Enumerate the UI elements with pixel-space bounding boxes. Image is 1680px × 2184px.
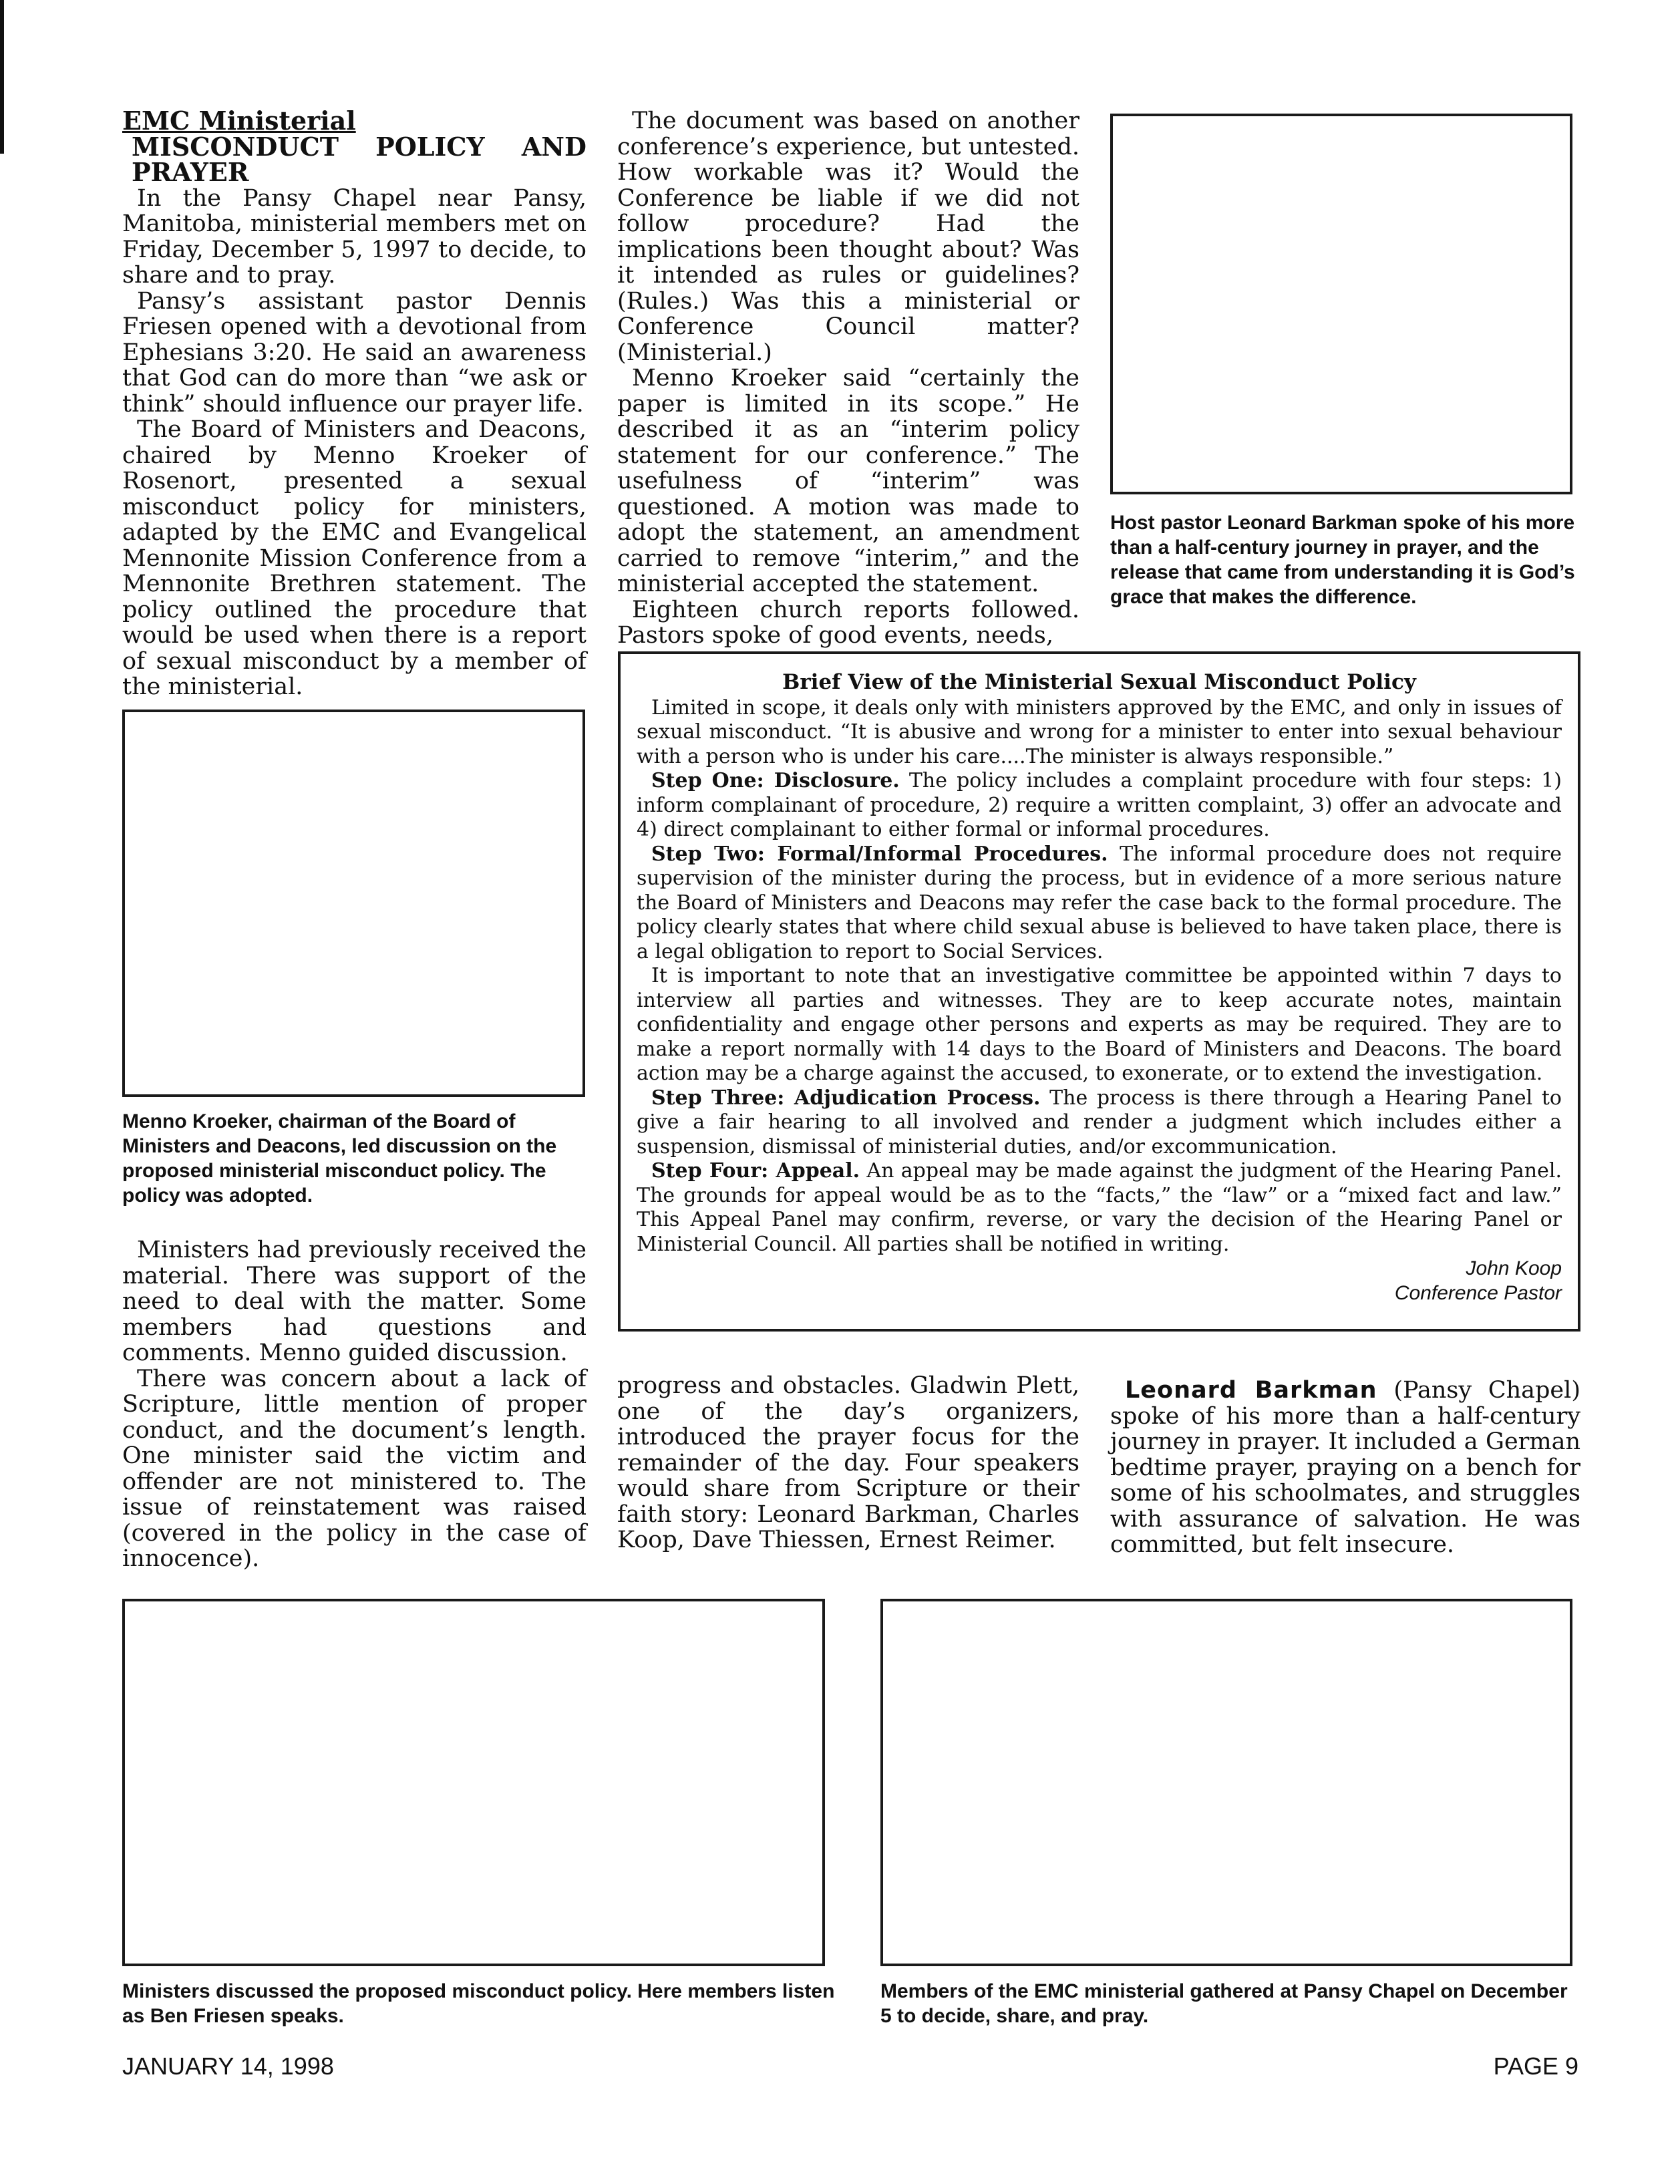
caption-menno-kroeker: Menno Kroeker, chairman of the Board of Ministers and Deacons, led discussion on the proposed ministerial misconduct policy. The policy was adopted. xyxy=(122,1110,557,1207)
paragraph: progress and obstacles. Gladwin Plett, one of the day’s organizers, introduced the prayer focus for the remainder of the day. Four speakers would share from Scripture or their faith story: Leonard Barkman, Charles Koop, Dave Thiessen, Ernest Reimer. xyxy=(617,1372,1079,1553)
footer-date: JANUARY 14, 1998 xyxy=(122,2052,334,2080)
sidebar-author: John Koop xyxy=(1466,1257,1562,1279)
caption-members-gathered: Members of the EMC ministerial gathered at Pansy Chapel on December 5 to decide, share, and pray. xyxy=(880,1980,1568,2027)
sidebar-intro: Limited in scope, it deals only with ministers approved by the EMC, and only in issues of sexual misconduct. “It is abusive and wrong for a minister to enter into sexual behaviour with a person who is under his care....The minister is always responsible.” xyxy=(637,695,1562,768)
sidebar-step-label: Step Three: Adjudication Process. xyxy=(651,1086,1041,1110)
page-edge-mark xyxy=(0,0,4,154)
article-column-2-bottom xyxy=(617,1373,1079,1553)
paragraph: Ministers had previously received the material. There was support of the need to deal with the matter. Some members had questions and comments. Menno guided discussion. xyxy=(122,1237,586,1366)
paragraph: Eighteen church reports followed. Pastors spoke of good events, needs, xyxy=(617,596,1079,649)
photo-menno-kroeker xyxy=(122,710,585,1097)
article-column-2-top xyxy=(617,108,1079,649)
speaker-text: (Pansy Chapel) spoke of his more than a half-century journey in prayer. It included a German bedtime prayer, praying on a bench for some of his schoolmates, and struggles with assurance of salvation. He was committed, but felt insecure. xyxy=(1110,1377,1580,1558)
sidebar-step-text: The process is there through a Hearing Panel to give a fair hearing to all involved and render a judgment which includes either a suspension, dismissal of ministerial duties, and/or excommunication. xyxy=(637,1086,1562,1158)
paragraph: The Board of Ministers and Deacons, chaired by Menno Kroeker of Rosenort, presented a sexual misconduct policy for ministers, adapted by the EMC and Evangelical Mennonite Mission Conference from a Mennonite Brethren statement. The policy outlined the procedure that would be used when there is a report of sexual misconduct by a member of the ministerial. xyxy=(122,416,586,700)
sidebar-author-title: Conference Pastor xyxy=(1394,1281,1562,1304)
paragraph: In the Pansy Chapel near Pansy, Manitoba, ministerial members met on Friday, December 5, 1997 to decide, to share and to pray. xyxy=(122,184,586,289)
sidebar-step xyxy=(637,769,1562,842)
speaker-name: Leonard Barkman xyxy=(1125,1377,1377,1404)
paragraph: There was concern about a lack of Scripture, little mention of proper conduct, and the document’s length. One minister said the victim and offender are not ministered to. The issue of reinstatement was raised (covered in the policy in the case of innocence). xyxy=(122,1365,586,1572)
article-headline: MISCONDUCT POLICY AND PRAYER xyxy=(132,131,586,187)
sidebar-step-text: The informal procedure does not require supervision of the minister during the process, but in evidence of a more serious nature the Board of Ministers and Deacons may refer the case back to the formal procedure. The policy clearly states that where child sexual abuse is believed to have taken place, there is a legal obligation to report to Social Services. xyxy=(637,842,1562,963)
paragraph: The document was based on another conference’s experience, but untested. How workable was it? Would the Conference be liable if we did not follow procedure? Had the implications been thought about? Was it intended as rules or guidelines? (Rules.) Was this a ministerial or Conference Council matter? (Ministerial.) xyxy=(617,108,1079,366)
policy-sidebar-box xyxy=(618,651,1580,1332)
article-kicker: EMC Ministerial xyxy=(122,106,356,136)
paragraph: Pansy’s assistant pastor Dennis Friesen opened with a devotional from Ephesians 3:20. He said an awareness that God can do more than “we ask or think” should influence our prayer life. xyxy=(122,287,586,418)
sidebar-step xyxy=(637,842,1562,965)
sidebar-step-label: Step Four: Appeal. xyxy=(651,1159,860,1183)
photo-members-gathered xyxy=(880,1599,1572,1966)
sidebar-step-label: Step Two: Formal/Informal Procedures. xyxy=(651,842,1108,866)
sidebar-step-text: The policy includes a complaint procedure with four steps: 1) inform complainant of procedure, 2) require a written complaint, 3) offer an advocate and 4) direct complainant to either formal or informal procedures. xyxy=(637,769,1562,841)
paragraph xyxy=(1110,1378,1580,1558)
sidebar-step xyxy=(637,1159,1562,1257)
sidebar-step xyxy=(637,1086,1562,1160)
caption-ministers-discussion: Ministers discussed the proposed misconduct policy. Here members listen as Ben Friesen speaks. xyxy=(122,1980,835,2027)
paragraph: Menno Kroeker said “certainly the paper is limited in its scope.” He described it as an “interim policy statement for our conference.” The usefulness of “interim” was questioned. A motion was made to adopt the statement, an amendment carried to remove “interim,” and the ministerial accepted the statement. xyxy=(617,365,1079,597)
article-column-1-bottom xyxy=(122,1237,586,1572)
sidebar-step-text: An appeal may be made against the judgment of the Hearing Panel. The grounds for appeal would be as to the “facts,” the “law” or a “mixed fact and law.” This Appeal Panel may confirm, reverse, or vary the decision of the Hearing Panel or Ministerial Council. All parties shall be notified in writing. xyxy=(637,1159,1562,1256)
photo-leonard-barkman xyxy=(1110,114,1572,494)
footer-page-number: PAGE 9 xyxy=(1493,2052,1578,2080)
caption-leonard-barkman: Host pastor Leonard Barkman spoke of his more than a half-century journey in prayer, and the release that came from understanding it is God’s grace that makes the difference. xyxy=(1110,512,1575,608)
sidebar-note: It is important to note that an investigative committee be appointed within 7 days to interview all parties and witnesses. They are to keep accurate notes, maintain confidentiality and engage other persons and experts as may be required. They are to make a report normally with 14 days to the Board of Ministers and Deacons. The board action may be a charge against the accused, to exonerate, or to extend the investigation. xyxy=(637,964,1562,1085)
article-column-1-top xyxy=(122,108,586,700)
article-column-3-bottom xyxy=(1110,1378,1580,1558)
sidebar-title: Brief View of the Ministerial Sexual Misconduct Policy xyxy=(782,670,1416,694)
photo-ministers-discussion xyxy=(122,1599,825,1966)
sidebar-step-label: Step One: Disclosure. xyxy=(651,769,900,792)
